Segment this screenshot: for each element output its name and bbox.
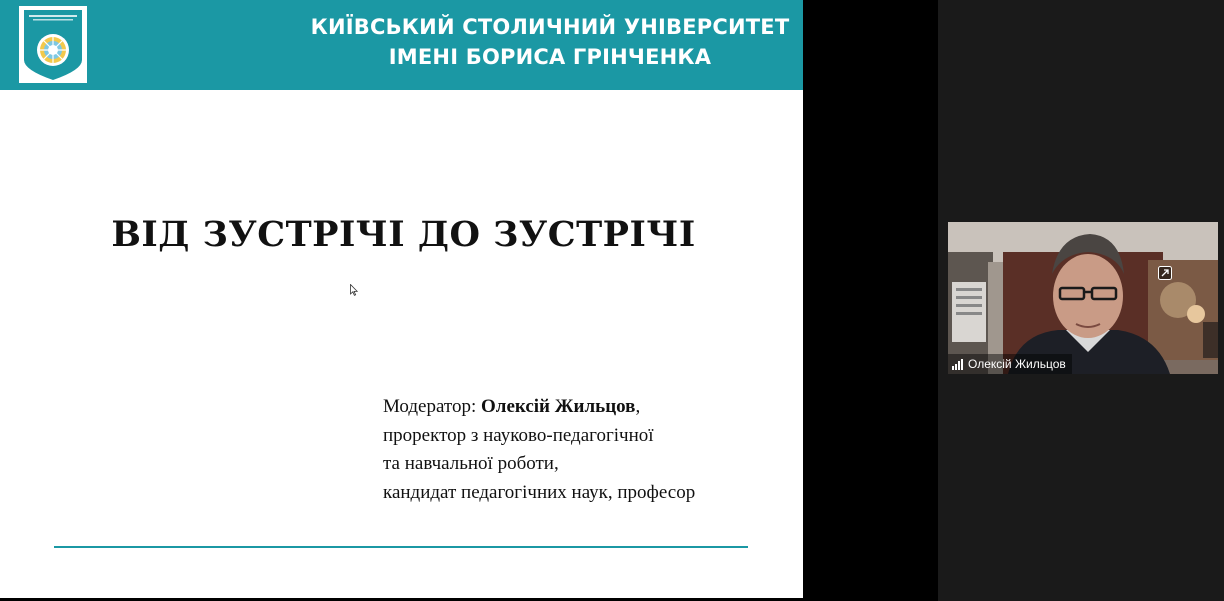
pin-video-icon[interactable] [1158,266,1172,280]
moderator-line [383,393,783,422]
participant-video-tile[interactable] [948,222,1218,374]
university-name-line1: КИЇВСЬКИЙ СТОЛИЧНИЙ УНІВЕРСИТЕТ [310,15,790,39]
mouse-cursor-icon [350,284,358,296]
university-logo [19,6,87,83]
moderator-position-line-2: та навчальної роботи, [383,453,559,474]
slide-divider [54,546,748,548]
signal-bars-icon [952,359,963,370]
slide-title: ВІД ЗУСТРІЧІ ДО ЗУСТРІЧІ [111,214,696,255]
participant-name-bar [948,354,1072,374]
university-crest-icon [19,6,87,83]
university-name-line2: ІМЕНІ БОРИСА ГРІНЧЕНКА [388,45,712,69]
moderator-label: Модератор: [383,396,481,417]
moderator-info [383,393,783,507]
participant-name: Олексій Жильцов [968,357,1066,371]
moderator-name: Олексій Жильцов [481,396,636,417]
moderator-position-line: проректор з науково-педагогічної [383,424,654,446]
moderator-degree-line: кандидат педагогічних наук, професор [383,481,696,503]
slide-header [0,0,803,90]
participant-video-feed [948,222,1218,374]
moderator-name-suffix: , [635,396,641,417]
university-name [300,12,800,72]
